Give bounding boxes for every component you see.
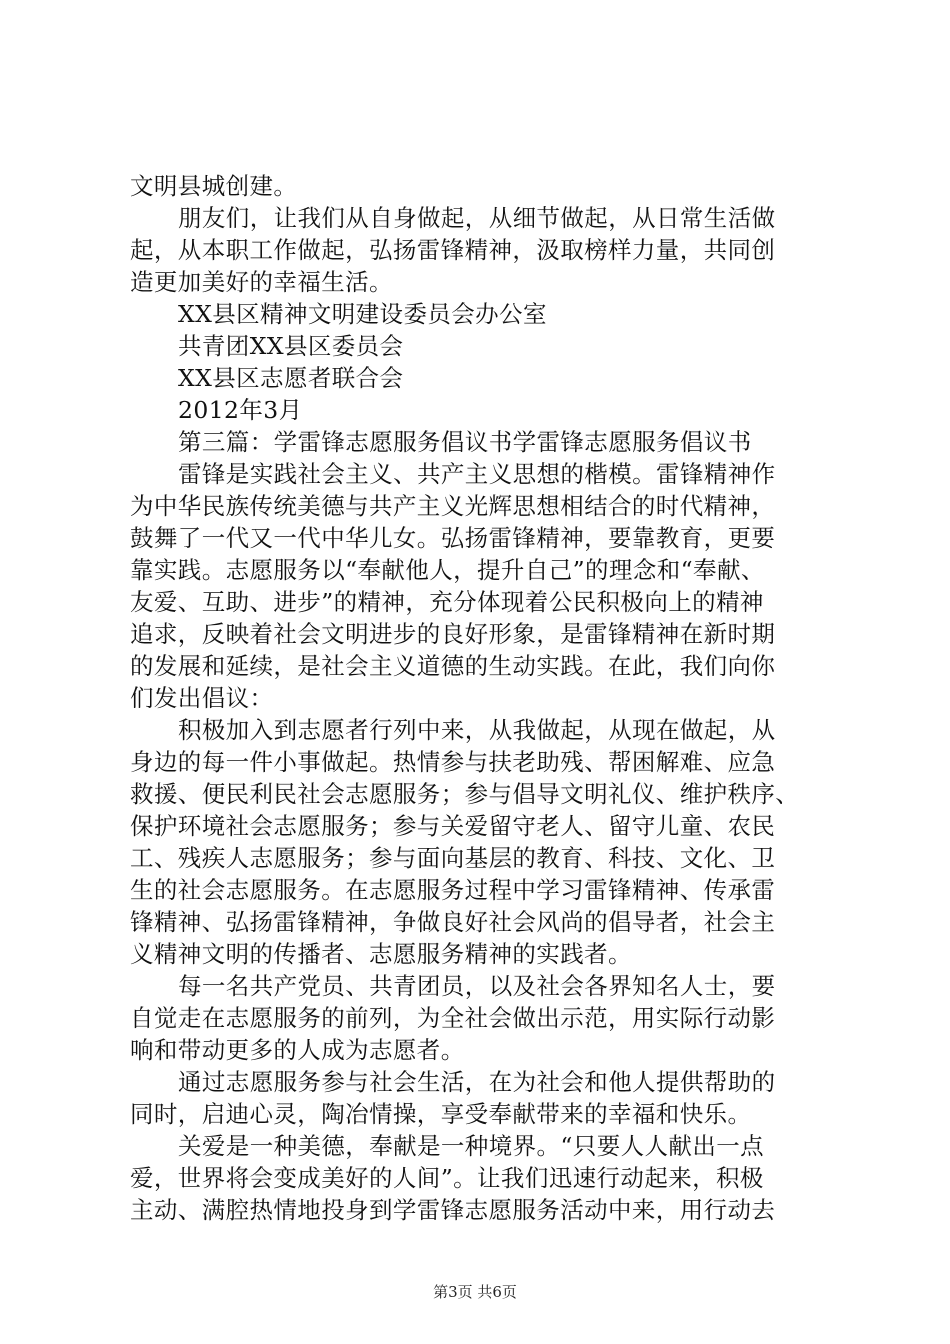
text-line: 积极加入到志愿者行列中来，从我做起，从现在做起，从 (178, 716, 776, 744)
text-line: 工、残疾人志愿服务；参与面向基层的教育、科技、文化、卫 (130, 844, 776, 872)
text-line: 身边的每一件小事做起。热情参与扶老助残、帮困解难、应急 (130, 748, 776, 776)
text-line: 锋精神、弘扬雷锋精神，争做良好社会风尚的倡导者，社会主 (130, 908, 776, 936)
text-line: 起，从本职工作做起，弘扬雷锋精神，汲取榜样力量，共同创 (130, 236, 776, 264)
document-body (130, 170, 830, 1226)
text-line: 们发出倡议： (130, 684, 274, 712)
page-number-footer: 第3页 共6页 (433, 1283, 517, 1301)
text-line: 的发展和延续，是社会主义道德的生动实践。在此，我们向你 (130, 652, 776, 680)
text-line: 造更加美好的幸福生活。 (130, 268, 393, 296)
text-line: 靠实践。志愿服务以“奉献他人，提升自己”的理念和“奉献、 (130, 556, 765, 584)
text-line: 义精神文明的传播者、志愿服务精神的实践者。 (130, 940, 632, 968)
text-line: 主动、满腔热情地投身到学雷锋志愿服务活动中来，用行动去 (130, 1196, 776, 1224)
text-line: 响和带动更多的人成为志愿者。 (130, 1036, 465, 1064)
text-line: 自觉走在志愿服务的前列，为全社会做出示范，用实际行动影 (130, 1004, 776, 1032)
text-line: 救援、便民利民社会志愿服务；参与倡导文明礼仪、维护秩序、 (130, 780, 800, 808)
text-line: 朋友们，让我们从自身做起，从细节做起，从日常生活做 (178, 204, 776, 232)
text-line: 每一名共产党员、共青团员，以及社会各界知名人士，要 (178, 972, 776, 1000)
text-line: 追求，反映着社会文明进步的良好形象，是雷锋精神在新时期 (130, 620, 776, 648)
text-line: XX县区精神文明建设委员会办公室 (178, 300, 547, 328)
text-line: 同时，启迪心灵，陶冶情操，享受奉献带来的幸福和快乐。 (130, 1100, 752, 1128)
text-line: 鼓舞了一代又一代中华儿女。弘扬雷锋精神，要靠教育，更要 (130, 524, 776, 552)
text-line: XX县区志愿者联合会 (178, 364, 404, 392)
text-line: 为中华民族传统美德与共产主义光辉思想相结合的时代精神， (130, 492, 776, 520)
text-line: 第三篇：学雷锋志愿服务倡议书学雷锋志愿服务倡议书 (178, 428, 752, 456)
text-line: 保护环境社会志愿服务；参与关爱留守老人、留守儿童、农民 (130, 812, 776, 840)
text-line: 友爱、互助、进步”的精神，充分体现着公民积极向上的精神 (130, 588, 764, 616)
text-line: 关爱是一种美德，奉献是一种境界。“只要人人献出一点 (178, 1132, 765, 1160)
text-line: 文明县城创建。 (130, 172, 298, 200)
text-line: 通过志愿服务参与社会生活，在为社会和他人提供帮助的 (178, 1068, 776, 1096)
text-line: 爱，世界将会变成美好的人间”。让我们迅速行动起来，积极 (130, 1164, 764, 1192)
text-line: 生的社会志愿服务。在志愿服务过程中学习雷锋精神、传承雷 (130, 876, 776, 904)
text-line: 雷锋是实践社会主义、共产主义思想的楷模。雷锋精神作 (178, 460, 776, 488)
text-line: 2012年3月 (178, 396, 303, 424)
text-line: 共青团XX县区委员会 (178, 332, 404, 360)
